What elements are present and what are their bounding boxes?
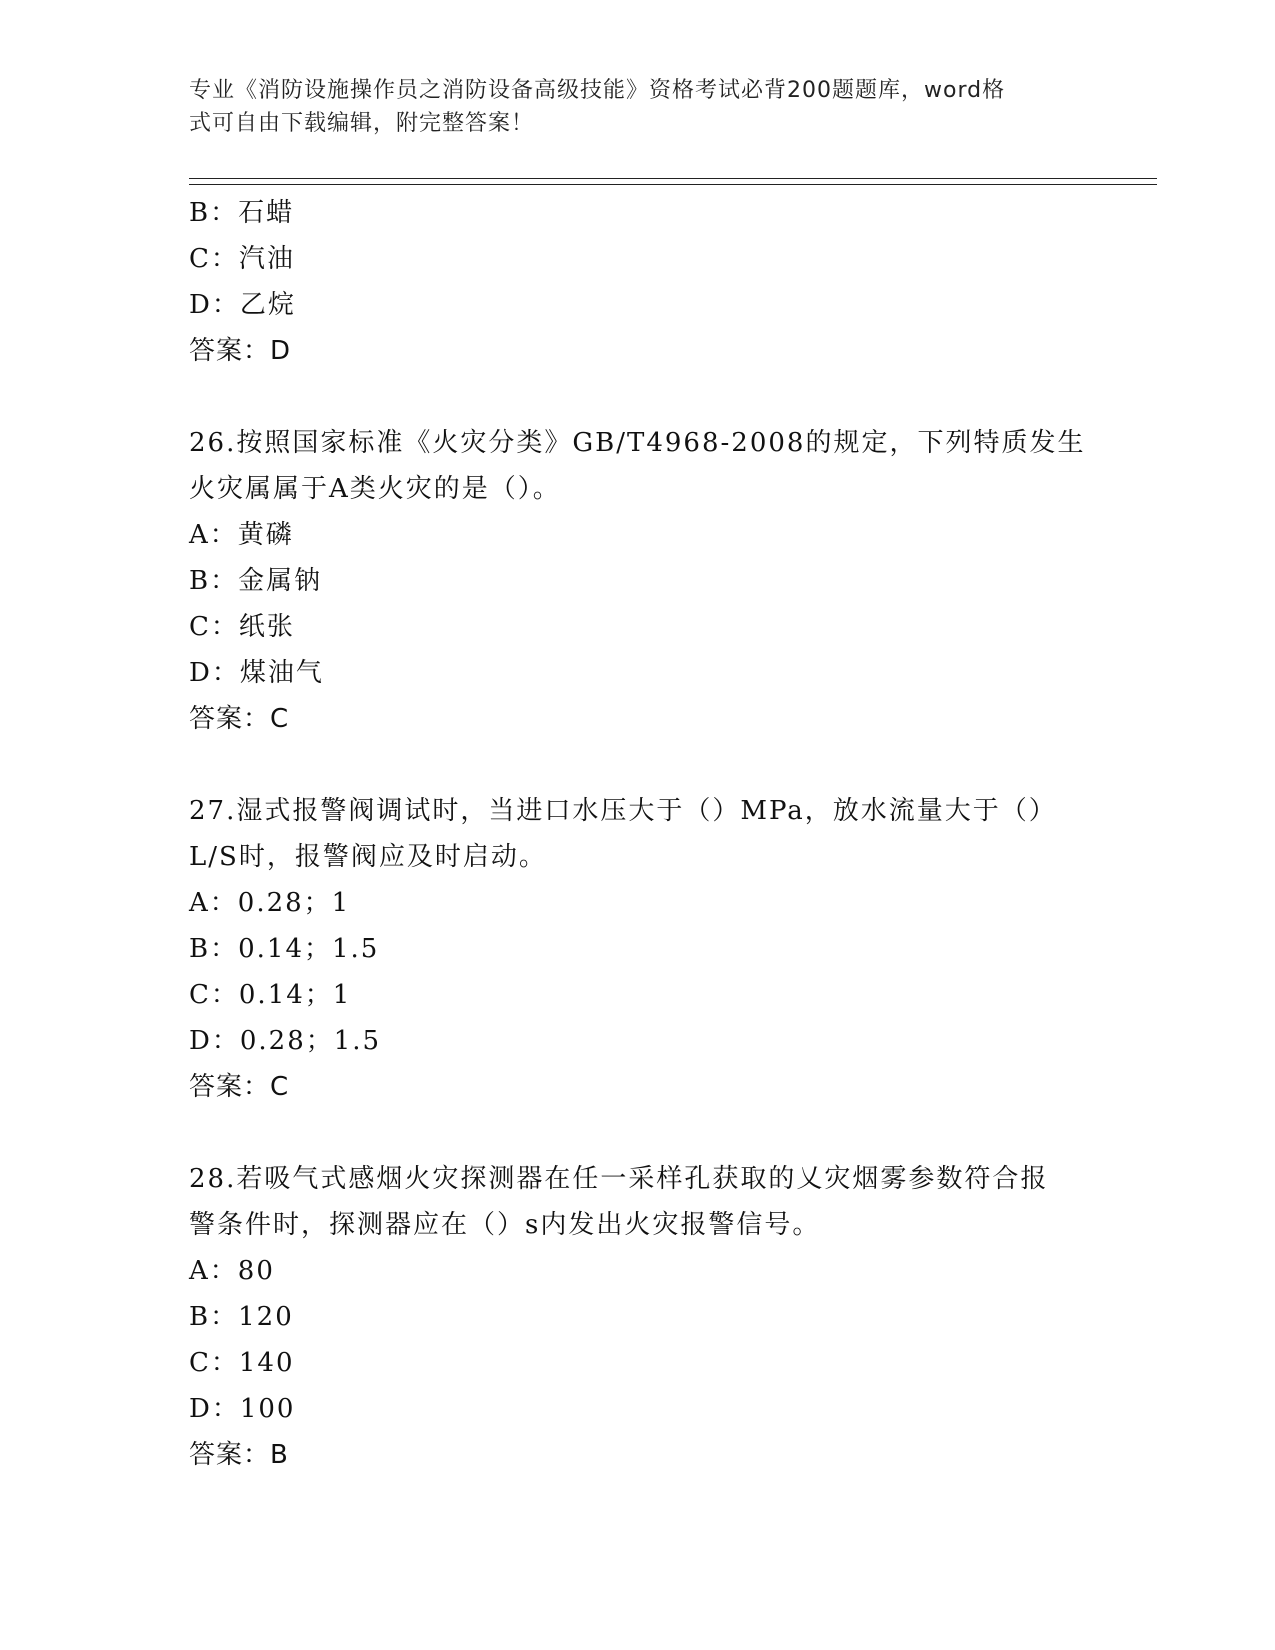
question-25-option-b: B：石蜡 [189,198,295,228]
question-26-option-d: D：煤油气 [189,658,324,688]
question-28-text-line-1: 28.若吸气式感烟火灾探测器在任一采样孔获取的乂灾烟雾参数符合报 [189,1164,1049,1194]
spacer [189,1110,1089,1156]
question-27-text-line-2: L/S时，报警阀应及时启动。 [189,842,547,872]
question-26-option-a: A：黄磷 [189,520,294,550]
question-28-option-c: C：140 [189,1348,295,1378]
question-27-option-b: B：0.14；1.5 [189,934,380,964]
header-divider-bottom [189,184,1157,185]
question-26-option-b: B：金属钠 [189,566,323,596]
question-28-option-a: A：80 [189,1256,275,1286]
question-list [189,190,1089,1478]
question-27-option-d: D：0.28；1.5 [189,1026,382,1056]
question-27 [189,788,1089,1110]
document-header [189,74,1079,140]
question-28-text-line-2: 警条件时，探测器应在（）s内发出火灾报警信号。 [189,1210,821,1240]
question-26-text-line-2: 火灾属属于A类火灾的是（）。 [189,474,561,504]
question-26-answer: 答案：C [189,704,290,734]
header-line-2: 式可自由下载编辑，附完整答案！ [189,111,535,136]
question-28-option-b: B：120 [189,1302,294,1332]
question-27-text-line-1: 27.湿式报警阀调试时，当进口水压大于（）MPa，放水流量大于（） [189,796,1057,826]
spacer [189,374,1089,420]
question-26-text-line-1: 26.按照国家标准《火灾分类》GB/T4968-2008的规定，下列特质发生 [189,428,1086,458]
question-27-option-c: C：0.14；1 [189,980,352,1010]
header-divider-top [189,178,1157,179]
header-line-1: 专业《消防设施操作员之消防设备高级技能》资格考试必背200题题库，word格 [189,78,1006,103]
question-25 [189,190,1089,374]
question-26 [189,420,1089,742]
spacer [189,742,1089,788]
question-25-option-c: C：汽油 [189,244,295,274]
question-27-option-a: A：0.28；1 [189,888,351,918]
question-28-option-d: D：100 [189,1394,296,1424]
question-27-answer: 答案：C [189,1072,290,1102]
question-26-option-c: C：纸张 [189,612,295,642]
question-25-option-d: D：乙烷 [189,290,296,320]
question-25-answer: 答案：D [189,336,292,366]
question-28-answer: 答案：B [189,1440,289,1470]
question-28 [189,1156,1089,1478]
